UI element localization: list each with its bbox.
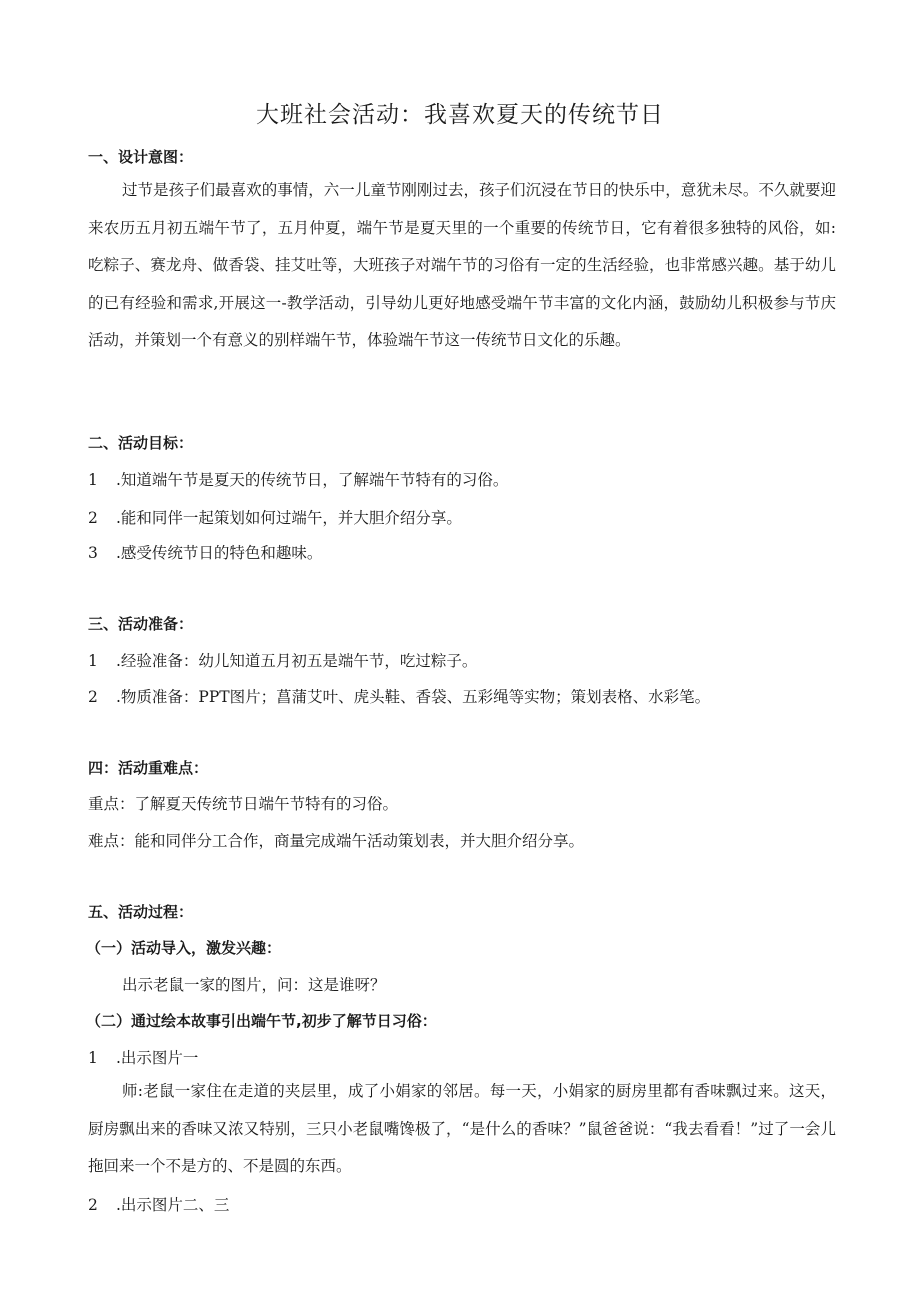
difficult-point-text: 难点：能和同伴分工合作，商量完成端午活动策划表，并大胆介绍分享。	[88, 832, 585, 850]
goal-item-1-number: 1	[88, 471, 98, 489]
prep-item-1	[88, 649, 848, 671]
key-point-text: 重点：了解夏天传统节日端午节特有的习俗。	[88, 795, 399, 813]
goal-item-2-text: .能和同伴一起策划如何过端午，并大胆介绍分享。	[116, 509, 462, 527]
prep-item-2	[88, 685, 848, 707]
prep-item-1-text: .经验准备：幼儿知道五月初五是端午节，吃过粽子。	[116, 652, 478, 670]
goal-item-2	[88, 506, 848, 528]
goal-item-3-number: 3	[88, 544, 98, 562]
section-heading-process: 五、活动过程：	[88, 903, 194, 921]
subsection-heading-story: （二）通过绘本故事引出端午节,初步了解节日习俗：	[86, 1012, 437, 1030]
page-title: 大班社会活动：我喜欢夏天的传统节日	[256, 102, 664, 128]
intro-text: 出示老鼠一家的图片，问：这是谁呀？	[122, 976, 386, 994]
goal-item-3	[88, 541, 848, 563]
section-heading-goals: 二、活动目标：	[88, 434, 194, 452]
goal-item-3-text: .感受传统节日的特色和趣味。	[116, 544, 323, 562]
step-2	[88, 1193, 848, 1215]
story-paragraph: 师:老鼠一家住在走道的夹层里，成了小娟家的邻居。每一天，小娟家的厨房里都有香味飘过来。这天，厨房飘出来的香味又浓又特别，三只小老鼠嘴馋极了，“是什么的香味？”鼠爸爸说：“我去看看！”过了一会儿拖回来一个不是方的、不是圆的东西。	[88, 1082, 836, 1175]
prep-item-1-number: 1	[88, 652, 98, 670]
step-2-text: .出示图片二、三	[116, 1196, 230, 1214]
design-intent-paragraph: 过节是孩子们最喜欢的事情，六一儿童节刚刚过去，孩子们沉浸在节日的快乐中，意犹未尽。不久就要迎来农历五月初五端午节了，五月仲夏，端午节是夏天里的一个重要的传统节日，它有着很多独特的风俗，如:吃粽子、赛龙舟、做香袋、挂艾吐等，大班孩子对端午节的习俗有一定的生活经验，也非常感兴趣。基于幼儿的已有经验和需求,开展这一-教学活动，引导幼儿更好地感受端午节丰富的文化内涵，鼓励幼儿积极参与节庆活动，并策划一个有意义的别样端午节，体验端午节这一传统节日文化的乐趣。	[88, 181, 836, 349]
section-heading-key-points: 四：活动重难点：	[88, 759, 209, 777]
step-1	[88, 1046, 848, 1068]
subsection-heading-intro: （一）活动导入，激发兴趣：	[86, 939, 282, 957]
prep-item-2-text: .物质准备：PPT图片；菖蒲艾叶、虎头鞋、香袋、五彩绳等实物；策划表格、水彩笔。	[116, 688, 711, 706]
step-1-number: 1	[88, 1049, 98, 1067]
prep-item-2-number: 2	[88, 688, 98, 706]
section-heading-design-intent: 一、设计意图：	[88, 148, 194, 166]
goal-item-1-text: .知道端午节是夏天的传统节日，了解端午节特有的习俗。	[116, 471, 509, 489]
goal-item-1	[88, 468, 848, 490]
step-2-number: 2	[88, 1196, 98, 1214]
section-heading-preparation: 三、活动准备：	[88, 615, 194, 633]
goal-item-2-number: 2	[88, 509, 98, 527]
step-1-text: .出示图片一	[116, 1049, 199, 1067]
